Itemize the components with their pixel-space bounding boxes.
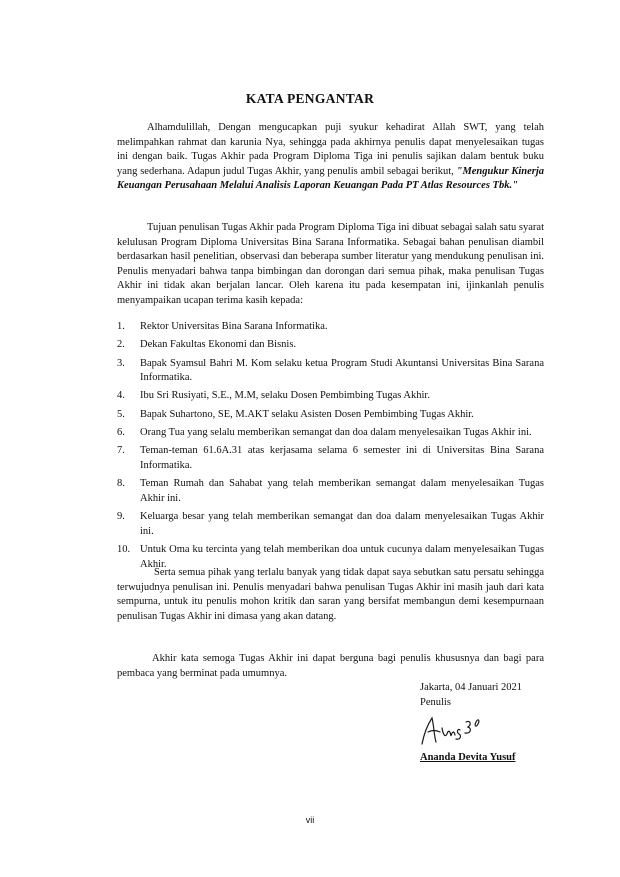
list-item-number: 6. <box>117 427 125 438</box>
list-item-number: 7. <box>117 445 125 457</box>
list-item <box>117 408 544 423</box>
sign-place-date: Jakarta, 04 Januari 2021 <box>420 682 523 693</box>
thesis-title: "Mengukur Kinerja Keuangan Perusahaan Melalui Analisis Laporan Keuangan Pada PT Atlas Resources Tbk." <box>117 165 544 192</box>
list-item <box>117 444 544 473</box>
list-item-text: Rektor Universitas Bina Sarana Informatika. <box>140 321 328 332</box>
list-item-number: 5. <box>117 408 125 420</box>
list-item-number: 8. <box>117 478 125 490</box>
list-item <box>117 389 544 404</box>
paragraph-final <box>117 652 544 681</box>
paragraph-closing <box>117 566 544 624</box>
list-item-number: 9. <box>117 511 125 523</box>
paragraph-opening <box>117 121 544 194</box>
list-item-text: Dekan Fakultas Ekonomi dan Bisnis. <box>140 339 297 351</box>
handwritten-signature <box>410 708 520 752</box>
list-item-number: 4. <box>117 390 125 402</box>
list-item-text: Ibu Sri Rusiyati, S.E., M.M, selaku Dosen Pembimbing Tugas Akhir. <box>140 390 430 402</box>
list-item-text: Untuk Oma ku tercinta yang telah memberikan doa untuk cucunya dalam menyelesaikan Tugas Akhir. <box>140 543 544 570</box>
list-item-text: Bapak Suhartono, SE, M.AKT selaku Asisten Dosen Pembimbing Tugas Akhir. <box>140 408 474 420</box>
list-item <box>117 320 544 335</box>
page-title: KATA PENGANTAR <box>245 91 375 106</box>
paragraph-opening-text: Alhamdulillah, Dengan mengucapkan puji syukur kehadirat Allah SWT, yang telah melimpahkan rahmat dan karunia Nya, sehingga pada akhirnya penulis dapat menyelesaikan tugas ini dengan baik. Tugas Akhir pada Program Diploma Tiga ini penulis sajikan dalam bentuk buku yang sederhana. Adapun judul Tugas Akhir, yang penulis ambil sebagai berikut, <box>117 122 544 177</box>
list-item-text: Orang Tua yang selalu memberikan semangat dan doa dalam menyelesaikan Tugas Akhir ini. <box>140 427 532 438</box>
list-item-text: Keluarga besar yang telah memberikan semangat dan doa dalam menyelesaikan Tugas Akhir ini. <box>140 511 544 537</box>
list-item-number: 3. <box>117 357 125 369</box>
list-item <box>117 510 544 539</box>
signer-name: Ananda Devita Yusuf <box>420 752 516 763</box>
sign-role: Penulis <box>420 697 451 708</box>
list-item-number: 2. <box>117 339 125 351</box>
list-item-number: 1. <box>117 321 125 332</box>
acknowledgement-list <box>117 320 544 576</box>
paragraph-final-text: Akhir kata semoga Tugas Akhir ini dapat berguna bagi penulis khususnya dan bagi para pembaca yang berminat pada umumnya. <box>117 653 544 679</box>
list-item-text: Bapak Syamsul Bahri M. Kom selaku ketua Program Studi Akuntansi Universitas Bina Sarana Informatika. <box>140 357 544 384</box>
list-item <box>117 338 544 353</box>
list-item <box>117 426 544 441</box>
paragraph-purpose-text: Tujuan penulisan Tugas Akhir pada Program Diploma Tiga ini dibuat sebagai salah satu syarat kelulusan Program Diploma Universitas Bina Sarana Informatika. Sebagai bahan penulisan diambil berdasarkan hasil penelitian, observasi dan beberapa sumber literatur yang mendukung penulisan ini. Penulis menyadari bahwa tanpa bimbingan dan dorongan dari semua pihak, maka penulisan Tugas Akhir ini tidak akan berjalan lancar. Oleh karena itu pada kesempatan ini, ijinkanlah penulis menyampaikan ucapan terima kasih kepada: <box>117 222 544 306</box>
list-item-number: 10. <box>117 543 131 555</box>
paragraph-closing-text: Serta semua pihak yang terlalu banyak yang tidak dapat saya sebutkan satu persatu sehingga terwujudnya penulisan ini. Penulis menyadari bahwa penulisan Tugas Akhir ini masih jauh dari kata sempurna, untuk itu penulis mohon kritik dan saran yang bersifat membangun demi kesempurnaan penulisan Tugas Akhir ini dimasa yang akan datang. <box>117 567 544 622</box>
list-item <box>117 357 544 386</box>
page-number: vii <box>305 815 315 825</box>
list-item <box>117 477 544 506</box>
paragraph-purpose <box>117 221 544 309</box>
list-item-text: Teman Rumah dan Sahabat yang telah memberikan semangat dalam menyelesaikan Tugas Akhir ini. <box>140 478 544 504</box>
list-item-text: Teman-teman 61.6A.31 atas kerjasama selama 6 semester ini di Universitas Bina Sarana Informatika. <box>140 445 544 471</box>
